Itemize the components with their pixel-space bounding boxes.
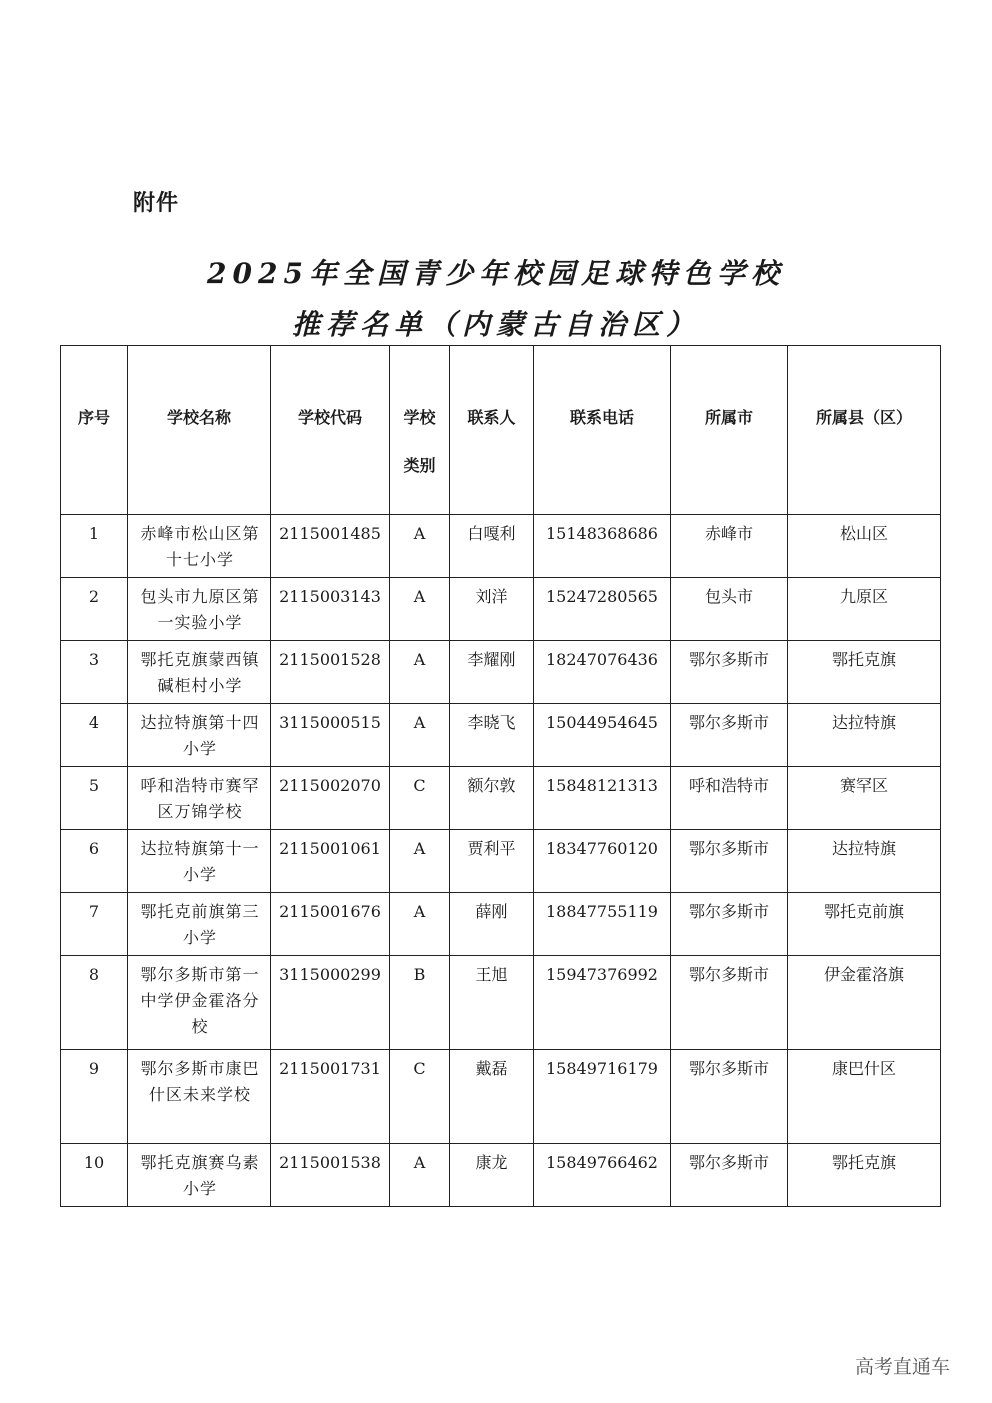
header-school-type-text: 学校类别 — [403, 408, 436, 475]
header-phone: 联系电话 — [534, 346, 671, 515]
cell-county: 赛罕区 — [788, 767, 941, 830]
cell-phone: 18847755119 — [534, 893, 671, 956]
cell-school: 鄂托克旗赛乌素小学 — [128, 1144, 271, 1207]
cell-code: 2115003143 — [271, 578, 390, 641]
cell-code: 2115001676 — [271, 893, 390, 956]
cell-county: 鄂托克旗 — [788, 1144, 941, 1207]
cell-school: 鄂托克前旗第三小学 — [128, 893, 271, 956]
cell-no: 8 — [61, 956, 128, 1050]
header-city: 所属市 — [671, 346, 788, 515]
cell-city: 鄂尔多斯市 — [671, 830, 788, 893]
cell-school: 达拉特旗第十一小学 — [128, 830, 271, 893]
table-row — [61, 830, 941, 893]
watermark: 高考直通车 — [855, 1356, 951, 1378]
table-row — [61, 704, 941, 767]
cell-no: 1 — [61, 515, 128, 578]
cell-type: A — [390, 641, 450, 704]
recommendation-table — [60, 345, 941, 1207]
cell-contact: 李晓飞 — [450, 704, 534, 767]
table-row — [61, 1050, 941, 1144]
header-contact: 联系人 — [450, 346, 534, 515]
cell-type: A — [390, 578, 450, 641]
cell-type: A — [390, 893, 450, 956]
cell-school: 包头市九原区第一实验小学 — [128, 578, 271, 641]
cell-phone: 15247280565 — [534, 578, 671, 641]
table-row — [61, 641, 941, 704]
cell-city: 鄂尔多斯市 — [671, 893, 788, 956]
cell-contact: 王旭 — [450, 956, 534, 1050]
table-row — [61, 767, 941, 830]
cell-county: 九原区 — [788, 578, 941, 641]
cell-no: 9 — [61, 1050, 128, 1144]
cell-phone: 15044954645 — [534, 704, 671, 767]
cell-no: 6 — [61, 830, 128, 893]
cell-code: 2115001061 — [271, 830, 390, 893]
cell-city: 鄂尔多斯市 — [671, 1144, 788, 1207]
header-county: 所属县（区） — [788, 346, 941, 515]
cell-phone: 15848121313 — [534, 767, 671, 830]
cell-code: 2115001485 — [271, 515, 390, 578]
cell-city: 赤峰市 — [671, 515, 788, 578]
cell-city: 包头市 — [671, 578, 788, 641]
cell-county: 鄂托克旗 — [788, 641, 941, 704]
cell-city: 鄂尔多斯市 — [671, 641, 788, 704]
table-header-row — [61, 346, 941, 515]
cell-type: A — [390, 830, 450, 893]
cell-contact: 康龙 — [450, 1144, 534, 1207]
cell-school: 达拉特旗第十四小学 — [128, 704, 271, 767]
cell-phone: 15849766462 — [534, 1144, 671, 1207]
cell-contact: 戴磊 — [450, 1050, 534, 1144]
cell-no: 3 — [61, 641, 128, 704]
cell-school: 鄂尔多斯市康巴什区未来学校 — [128, 1050, 271, 1144]
cell-no: 4 — [61, 704, 128, 767]
cell-contact: 额尔敦 — [450, 767, 534, 830]
cell-code: 2115001538 — [271, 1144, 390, 1207]
table-row — [61, 956, 941, 1050]
cell-county: 达拉特旗 — [788, 704, 941, 767]
cell-contact: 刘洋 — [450, 578, 534, 641]
cell-type: A — [390, 704, 450, 767]
cell-contact: 白嘎利 — [450, 515, 534, 578]
cell-code: 3115000515 — [271, 704, 390, 767]
table-row — [61, 1144, 941, 1207]
cell-phone: 15148368686 — [534, 515, 671, 578]
header-school-type — [390, 346, 450, 515]
cell-code: 3115000299 — [271, 956, 390, 1050]
cell-school: 鄂尔多斯市第一中学伊金霍洛分校 — [128, 956, 271, 1050]
cell-phone: 18247076436 — [534, 641, 671, 704]
cell-no: 10 — [61, 1144, 128, 1207]
cell-no: 7 — [61, 893, 128, 956]
cell-county: 松山区 — [788, 515, 941, 578]
cell-code: 2115001731 — [271, 1050, 390, 1144]
cell-county: 康巴什区 — [788, 1050, 941, 1144]
cell-phone: 18347760120 — [534, 830, 671, 893]
cell-type: C — [390, 1050, 450, 1144]
cell-county: 达拉特旗 — [788, 830, 941, 893]
cell-code: 2115001528 — [271, 641, 390, 704]
cell-city: 鄂尔多斯市 — [671, 704, 788, 767]
document-title-line-1: 2025年全国青少年校园足球特色学校 — [207, 257, 785, 290]
document-title-line-2: 推荐名单（内蒙古自治区） — [291, 308, 700, 341]
cell-code: 2115002070 — [271, 767, 390, 830]
cell-type: A — [390, 1144, 450, 1207]
cell-no: 5 — [61, 767, 128, 830]
header-school-name: 学校名称 — [128, 346, 271, 515]
cell-phone: 15947376992 — [534, 956, 671, 1050]
cell-contact: 贾利平 — [450, 830, 534, 893]
cell-city: 鄂尔多斯市 — [671, 1050, 788, 1144]
table-row — [61, 893, 941, 956]
cell-contact: 薛刚 — [450, 893, 534, 956]
cell-school: 赤峰市松山区第十七小学 — [128, 515, 271, 578]
cell-no: 2 — [61, 578, 128, 641]
cell-city: 呼和浩特市 — [671, 767, 788, 830]
attachment-label: 附件 — [133, 191, 180, 216]
table-row — [61, 515, 941, 578]
cell-county: 伊金霍洛旗 — [788, 956, 941, 1050]
header-no: 序号 — [61, 346, 128, 515]
cell-type: C — [390, 767, 450, 830]
cell-school: 鄂托克旗蒙西镇碱柜村小学 — [128, 641, 271, 704]
cell-type: B — [390, 956, 450, 1050]
cell-county: 鄂托克前旗 — [788, 893, 941, 956]
cell-city: 鄂尔多斯市 — [671, 956, 788, 1050]
header-school-code: 学校代码 — [271, 346, 390, 515]
cell-type: A — [390, 515, 450, 578]
cell-school: 呼和浩特市赛罕区万锦学校 — [128, 767, 271, 830]
cell-phone: 15849716179 — [534, 1050, 671, 1144]
cell-contact: 李耀刚 — [450, 641, 534, 704]
table-row — [61, 578, 941, 641]
